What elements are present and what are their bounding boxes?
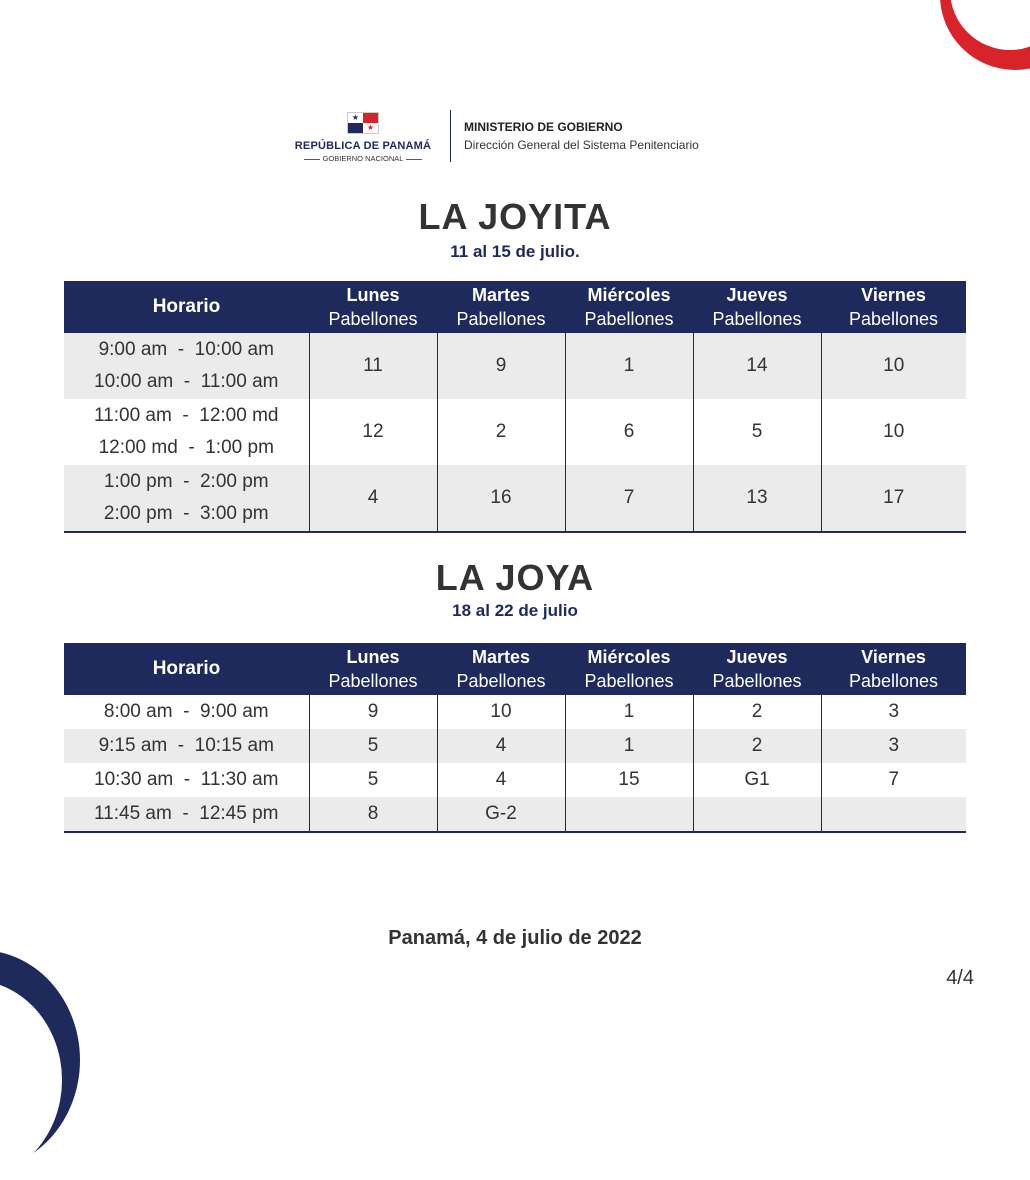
header-jueves: Jueves Pabellones xyxy=(693,643,821,695)
value-cell: 10 xyxy=(437,695,565,729)
value-cell: 13 xyxy=(693,465,821,532)
header-martes: Martes Pabellones xyxy=(437,281,565,333)
header-viernes: Viernes Pabellones xyxy=(821,281,966,333)
page-number: 4/4 xyxy=(946,967,974,989)
time-cell: 9:15 am - 10:15 am xyxy=(64,729,309,763)
value-cell: 16 xyxy=(437,465,565,532)
header-jueves: Jueves Pabellones xyxy=(693,281,821,333)
time-cell: 1:00 pm - 2:00 pm 2:00 pm - 3:00 pm xyxy=(64,465,309,532)
header-martes: Martes Pabellones xyxy=(437,643,565,695)
value-cell: 15 xyxy=(565,763,693,797)
table-header-row xyxy=(64,643,966,695)
value-cell: 5 xyxy=(309,763,437,797)
value-cell: 11 xyxy=(309,333,437,399)
value-cell: 4 xyxy=(437,763,565,797)
value-cell: 1 xyxy=(565,695,693,729)
header-lunes: Lunes Pabellones xyxy=(309,643,437,695)
value-cell: 7 xyxy=(565,465,693,532)
schedule-table-joyita xyxy=(64,281,966,533)
section-dates: 18 al 22 de julio xyxy=(452,601,578,620)
value-cell: 12 xyxy=(309,399,437,465)
value-cell: 6 xyxy=(565,399,693,465)
value-cell: 17 xyxy=(821,465,966,532)
value-cell xyxy=(565,797,693,832)
value-cell xyxy=(821,797,966,832)
time-cell: 8:00 am - 9:00 am xyxy=(103,701,269,722)
table-row xyxy=(64,729,966,763)
value-cell: 7 xyxy=(821,763,966,797)
table-row xyxy=(64,797,966,832)
value-cell: 10 xyxy=(821,399,966,465)
section-title: LA JOYITA xyxy=(418,196,612,237)
value-cell: G1 xyxy=(693,763,821,797)
value-cell: 14 xyxy=(693,333,821,399)
header-viernes: Viernes Pabellones xyxy=(821,643,966,695)
header-miercoles: Miércoles Pabellones xyxy=(565,643,693,695)
table-row xyxy=(64,465,966,532)
table-row xyxy=(64,695,966,729)
value-cell: 9 xyxy=(437,333,565,399)
value-cell: 4 xyxy=(309,465,437,532)
value-cell: 3 xyxy=(821,695,966,729)
republic-logo xyxy=(287,110,439,163)
value-cell: 5 xyxy=(309,729,437,763)
value-cell: 1 xyxy=(565,729,693,763)
value-cell: 1 xyxy=(565,333,693,399)
value-cell: 2 xyxy=(693,695,821,729)
section-title: LA JOYA xyxy=(435,557,595,598)
time-cell: 11:45 am - 12:45 pm xyxy=(64,797,309,832)
header-divider xyxy=(450,110,451,162)
department-name: Dirección General del Sistema Penitenciario xyxy=(464,138,699,152)
footer-date: Panamá, 4 de julio de 2022 xyxy=(388,927,642,949)
time-cell: 11:00 am - 12:00 md 12:00 md - 1:00 pm xyxy=(94,405,279,458)
value-cell: 2 xyxy=(437,399,565,465)
country-name: REPÚBLICA DE PANAMÁ xyxy=(294,140,432,152)
header-horario: Horario xyxy=(64,643,309,695)
time-cell: 10:30 am - 11:30 am xyxy=(94,769,279,790)
panama-flag-icon: ★ ★ xyxy=(347,112,379,134)
value-cell: 4 xyxy=(437,729,565,763)
table-row xyxy=(64,333,966,399)
value-cell: 8 xyxy=(309,797,437,832)
value-cell: 2 xyxy=(693,729,821,763)
value-cell: 3 xyxy=(821,729,966,763)
table-header-row xyxy=(64,281,966,333)
value-cell: 10 xyxy=(821,333,966,399)
section-dates: 11 al 15 de julio. xyxy=(450,242,580,261)
value-cell xyxy=(693,797,821,832)
value-cell: 9 xyxy=(309,695,437,729)
header-lunes: Lunes Pabellones xyxy=(309,281,437,333)
table-row xyxy=(64,399,966,465)
value-cell: G-2 xyxy=(437,797,565,832)
schedule-table-joya xyxy=(64,643,966,833)
government-label: GOBIERNO NACIONAL xyxy=(287,154,439,163)
table-row xyxy=(64,763,966,797)
value-cell: 5 xyxy=(693,399,821,465)
header xyxy=(0,110,1030,166)
ministry-name: MINISTERIO DE GOBIERNO xyxy=(464,120,623,134)
time-cell: 9:00 am - 10:00 am 10:00 am - 11:00 am xyxy=(64,333,309,399)
ministry-block xyxy=(464,120,699,152)
header-horario: Horario xyxy=(64,281,309,333)
header-miercoles: Miércoles Pabellones xyxy=(565,281,693,333)
